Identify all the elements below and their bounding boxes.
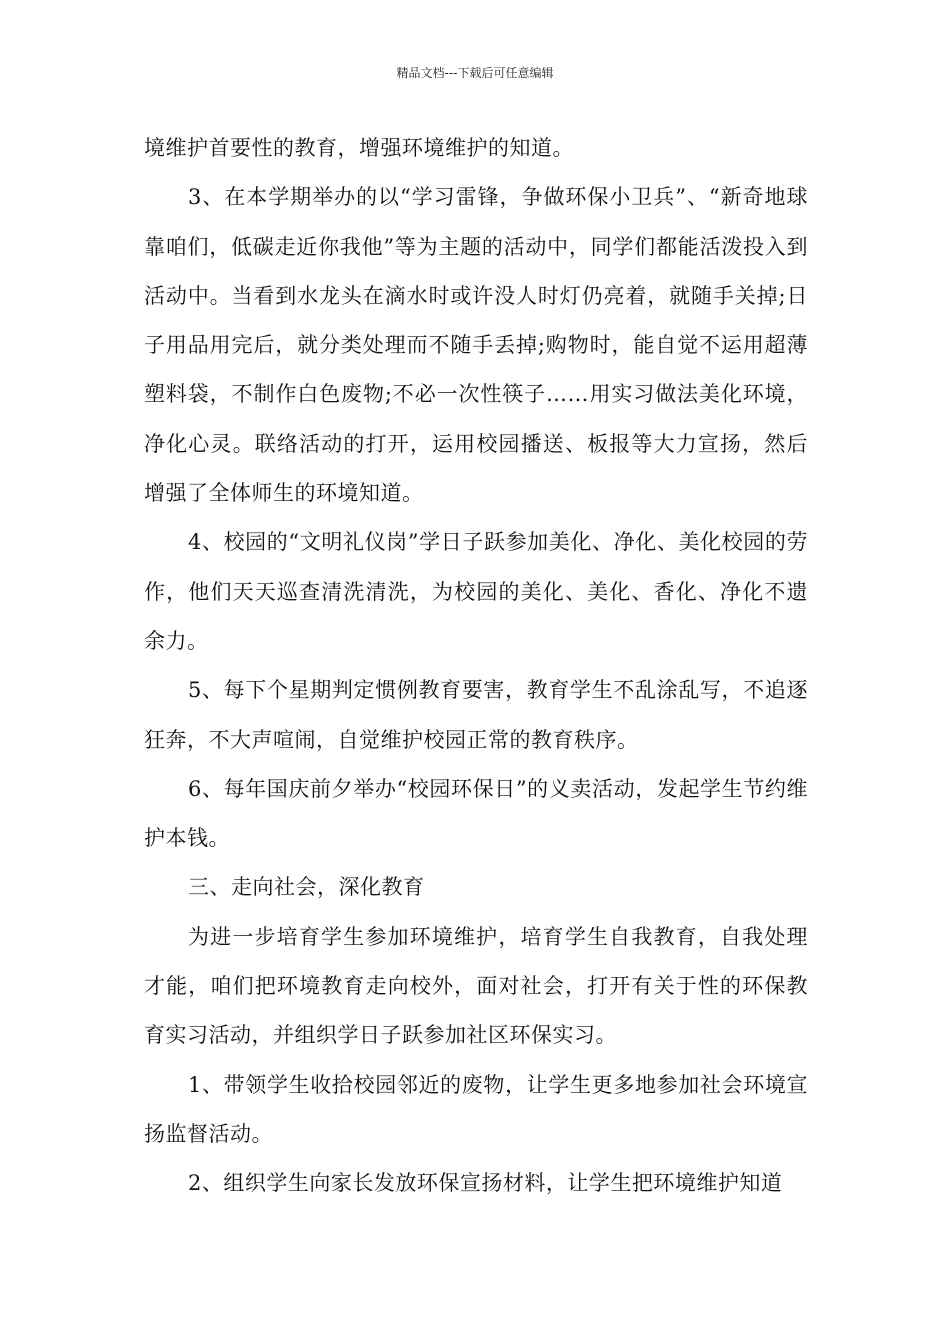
document-body [144, 124, 808, 1209]
paragraph-item-5: 5、每下个星期判定惯例教育要害，教育学生不乱涂乱写，不追逐狂奔，不大声喧闹，自觉维护校园正常的教育秩序。 [144, 678, 808, 752]
paragraph-item-3: 3、在本学期举办的以“学习雷锋，争做环保小卫兵”、“新奇地球靠咱们，低碳走近你我他”等为主题的活动中，同学们都能活泼投入到活动中。当看到水龙头在滴水时或许没人时灯仍亮着，就随手关掉;日子用品用完后，就分类处理而不随手丢掉;购物时，能自觉不运用超薄塑料袋，不制作白色废物;不必一次性筷子……用实习做法美化环境，净化心灵。联络活动的打开，运用校园播送、板报等大力宣扬，然后增强了全体师生的环境知道。 [144, 185, 808, 506]
section-heading-3: 三、走向社会，深化教育 [188, 875, 425, 900]
paragraph-item-2: 2、组织学生向家长发放环保宣扬材料，让学生把环境维护知道 [188, 1171, 783, 1196]
paragraph-item-4: 4、校园的“文明礼仪岗”学日子跃参加美化、净化、美化校园的劳作，他们天天巡查清洗清洗，为校园的美化、美化、香化、净化不遗余力。 [144, 530, 808, 653]
paragraph-item-1: 1、带领学生收拾校园邻近的废物，让学生更多地参加社会环境宣扬监督活动。 [144, 1072, 808, 1146]
paragraph-intro: 为进一步培育学生参加环境维护，培育学生自我教育，自我处理才能，咱们把环境教育走向校外，面对社会，打开有关于性的环保教育实习活动，并组织学日子跃参加社区环保实习。 [144, 924, 808, 1048]
paragraph-continuation: 境维护首要性的教育，增强环境维护的知道。 [144, 136, 574, 160]
paragraph-item-6: 6、每年国庆前夕举办“校园环保日”的义卖活动，发起学生节约维护本钱。 [144, 776, 808, 851]
page-header: 精品文档---下载后可任意编辑 [396, 66, 554, 80]
